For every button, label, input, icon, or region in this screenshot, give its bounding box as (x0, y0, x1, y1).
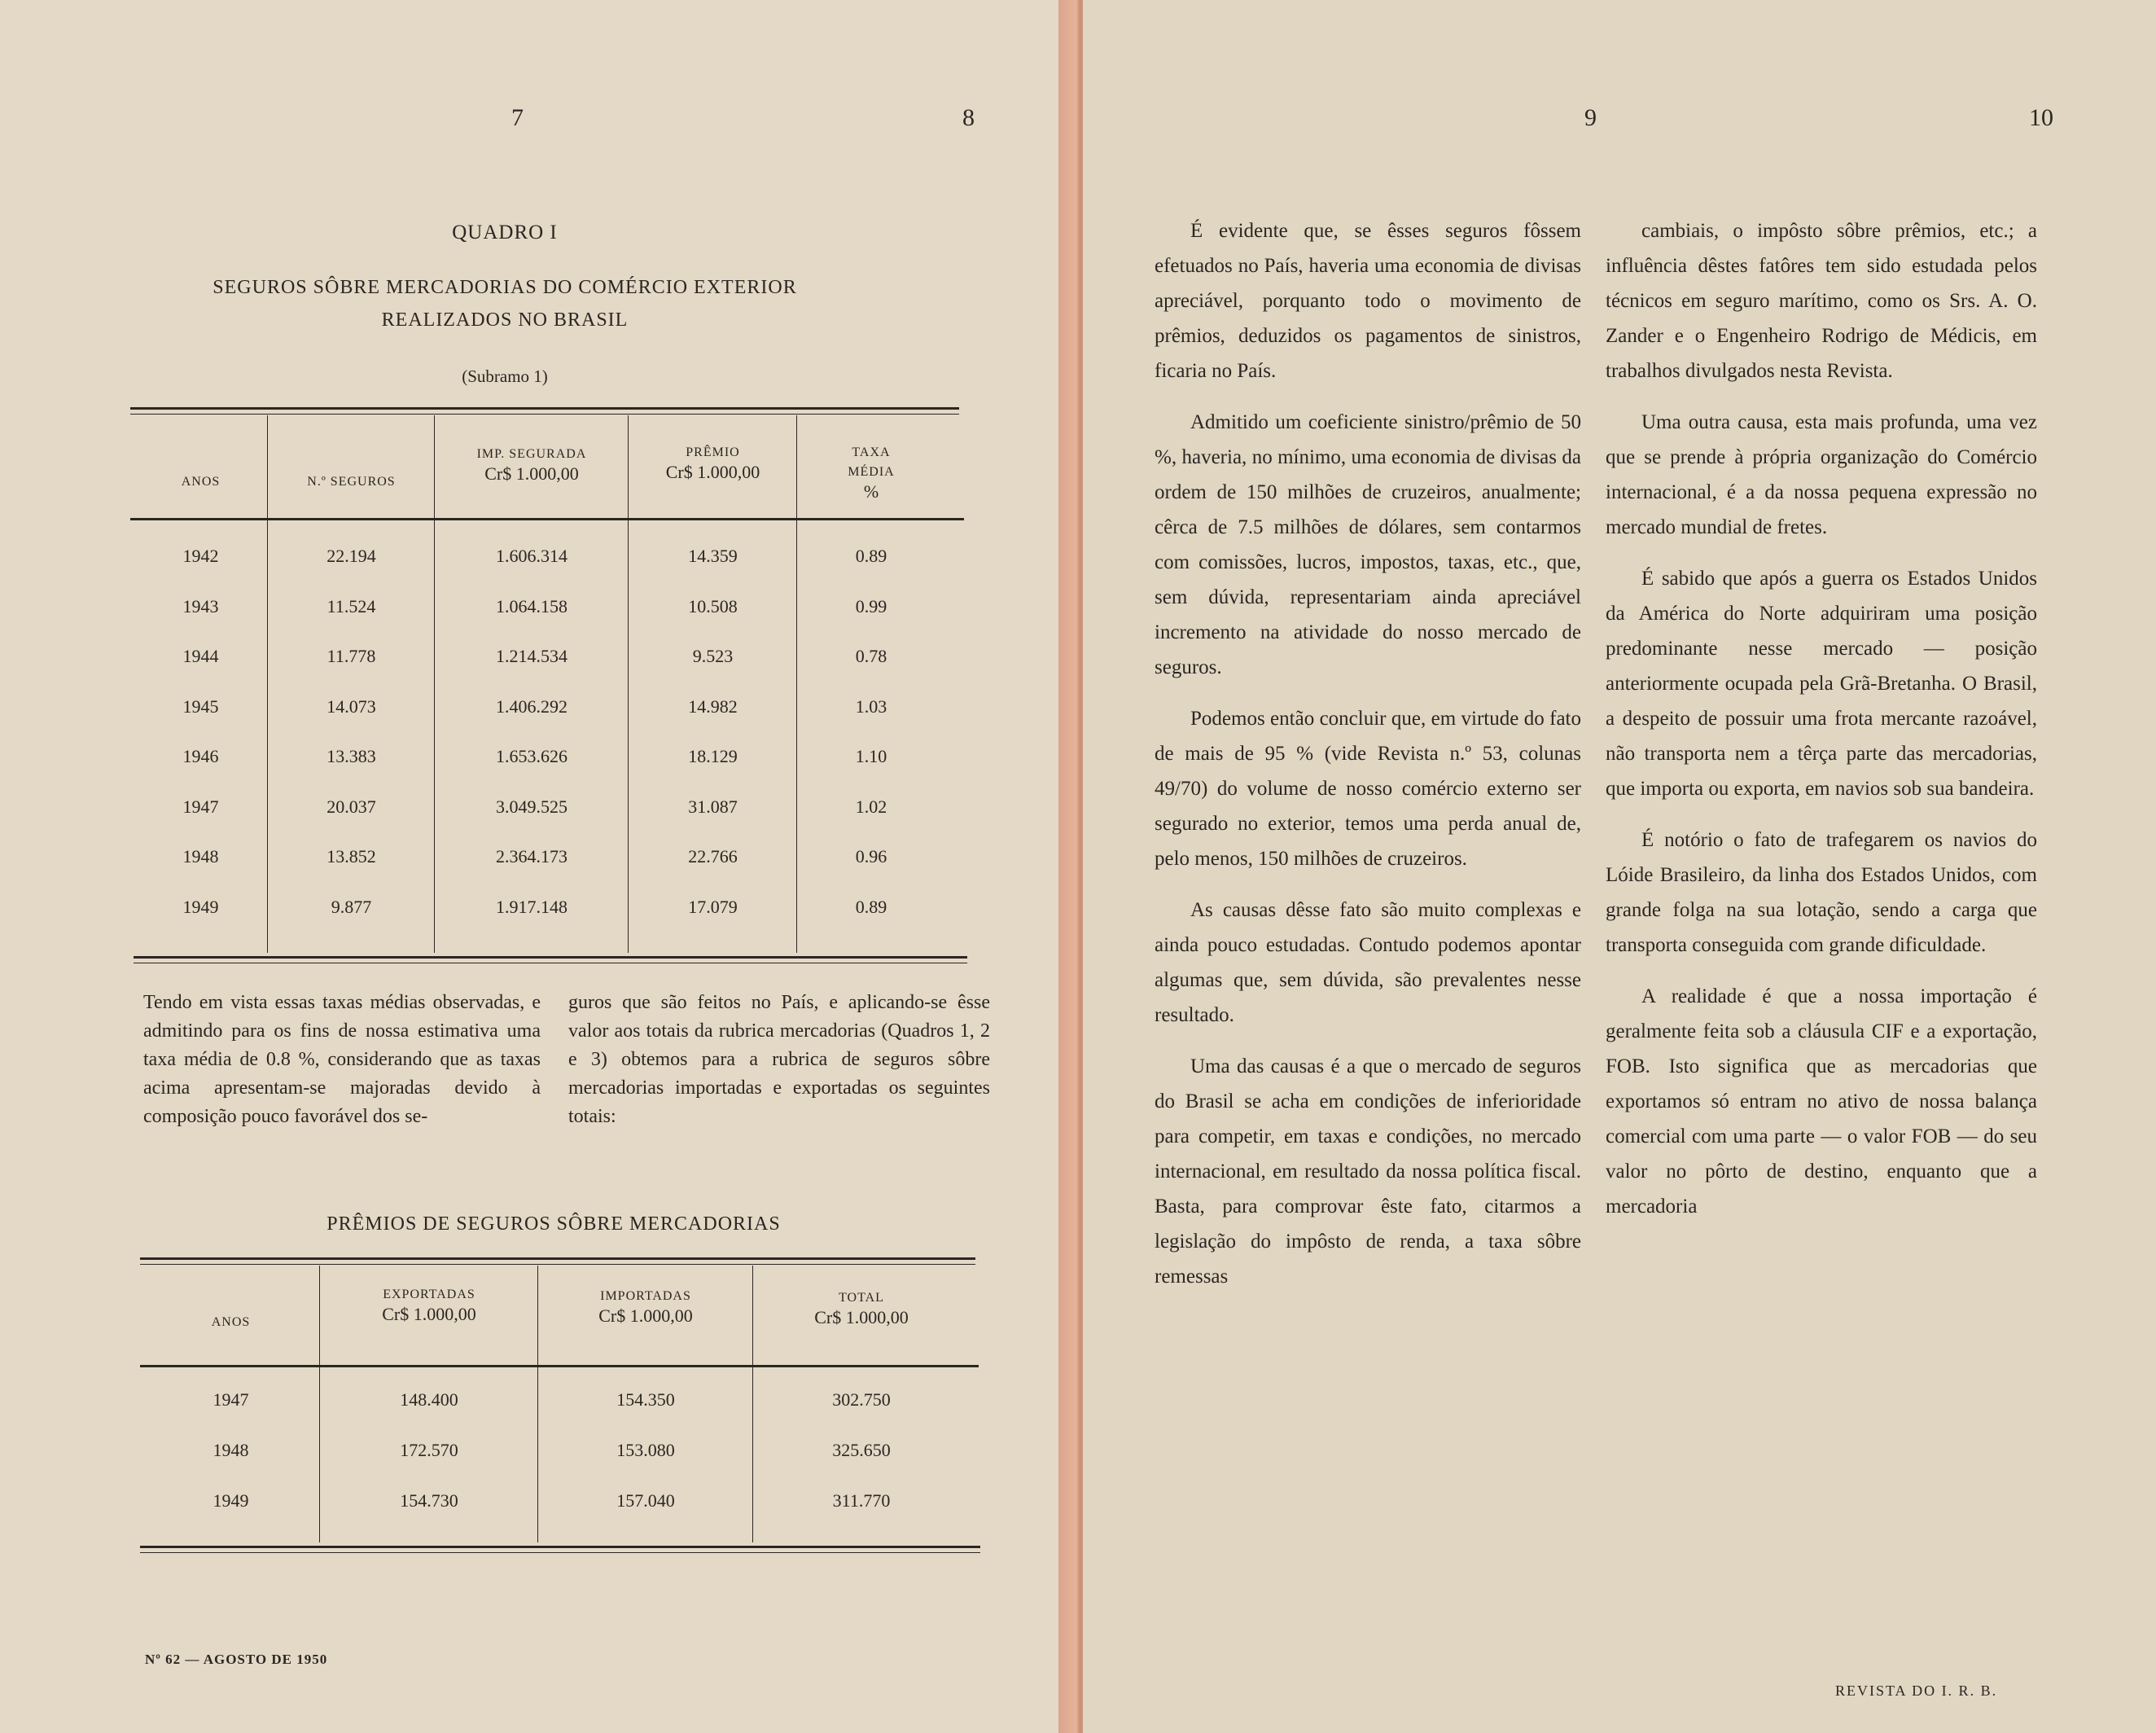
table1-header-taxa: TAXA MÉDIA % (848, 445, 895, 502)
table1-cell-imp: 1.653.626 (496, 746, 567, 766)
table1-cell-seguros: 11.778 (326, 646, 376, 666)
table1-cell-taxa: 0.89 (855, 896, 887, 917)
table2-cell-ano: 1949 (213, 1490, 249, 1511)
table1-header-imp: IMP. SEGURADA Cr$ 1.000,00 (476, 447, 587, 484)
table1-cell-taxa: 0.99 (855, 595, 887, 616)
table1-cell-ano: 1942 (182, 546, 219, 566)
table1-cell-taxa: 1.10 (855, 746, 887, 766)
table1-cell-seguros: 9.877 (331, 896, 372, 917)
table1-cell-premio: 14.982 (688, 695, 738, 717)
paragraph: Podemos então concluir que, em virtude do fato de mais de 95 % (vide Revista n.º 53, colunas 49/70) do volume de nosso comércio externo ser segurado no exterior, temos uma perda anual de, pelo menos, 150 milhões de cruzeiros. (1155, 708, 1581, 870)
table1-cell-ano: 1944 (182, 646, 219, 666)
table1-cell-seguros: 14.073 (326, 695, 376, 717)
table1-cell-imp: 1.917.148 (496, 896, 567, 917)
table1-cell-taxa: 1.02 (855, 796, 887, 817)
table2-cell-total: 302.750 (832, 1389, 891, 1410)
table2-cell-total: 325.650 (832, 1440, 891, 1460)
table2-cell-exp: 148.400 (400, 1389, 458, 1410)
table1-header-seguros: N.º SEGUROS (307, 475, 396, 489)
table1-cell-seguros: 11.524 (326, 595, 376, 616)
table1-cell-ano: 1948 (182, 846, 219, 866)
right-text-col1 (1155, 213, 1581, 1310)
table1-cell-ano: 1947 (182, 796, 219, 817)
right-page (1083, 0, 2156, 1733)
paragraph: A realidade é que a nossa importação é geralmente feita sob a cláusula CIF e a exportação, FOB. Isto significa que as mercadorias que exportamos só entram no ativo de nossa balança comercial com uma parte — o valor FOB — do seu valor no pôrto de destino, enquanto que a mercadoria (1606, 985, 2037, 1217)
paragraph: As causas dêsse fato são muito complexas e ainda pouco estudadas. Contudo podemos apontar algumas que, sem dúvida, são prevalentes nesse resultado. (1155, 899, 1581, 1026)
page-number-7: 7 (511, 104, 524, 131)
table1-subtitle-line1: SEGUROS SÔBRE MERCADORIAS DO COMÉRCIO EXTERIOR (213, 277, 797, 298)
table1-cell-ano: 1945 (182, 695, 219, 717)
left-page (0, 0, 1073, 1733)
table1-cell-seguros: 13.383 (326, 746, 376, 766)
table1-cell-imp: 3.049.525 (496, 796, 567, 817)
paragraph: cambiais, o impôsto sôbre prêmios, etc.; a influência dêstes fatôres tem sido estudada pelos técnicos em seguro marítimo, como os Srs. A. O. Zander e o Engenheiro Rodrigo de Médicis, em trabalhos divulgados nesta Revista. (1606, 220, 2037, 382)
table1-cell-taxa: 0.96 (855, 846, 887, 866)
table2-cell-imp: 157.040 (616, 1490, 675, 1511)
table1-cell-premio: 18.129 (688, 746, 738, 766)
table2-header-anos: ANOS (211, 1315, 251, 1329)
table1-cell-seguros: 20.037 (326, 796, 376, 817)
table2-header-total: TOTAL Cr$ 1.000,00 (814, 1291, 909, 1327)
table1-cell-imp: 1.406.292 (496, 695, 567, 717)
table1-cell-ano: 1946 (182, 746, 219, 766)
table2-title: PRÊMIOS DE SEGUROS SÔBRE MERCADORIAS (326, 1213, 781, 1235)
table1-cell-premio: 22.766 (688, 846, 738, 866)
left-footer: Nº 62 — AGOSTO DE 1950 (145, 1652, 328, 1667)
right-text-col2 (1606, 213, 2037, 1240)
table2-cell-exp: 154.730 (400, 1490, 458, 1511)
paragraph: Uma outra causa, esta mais profunda, uma vez que se prende à própria organização do Comércio internacional, é a da nossa pequena expressão no mercado mundial de fretes. (1606, 411, 2037, 538)
page-number-8: 8 (962, 104, 975, 131)
paragraph: É notório o fato de trafegarem os navios do Lóide Brasileiro, da linha dos Estados Unidos, com grande folga na sua lotação, sendo a carga que transporta conseguida com grande dificuldade. (1606, 829, 2037, 956)
table1-cell-taxa: 1.03 (855, 695, 887, 717)
table2-cell-imp: 153.080 (616, 1440, 675, 1460)
table1-cell-taxa: 0.78 (855, 646, 887, 666)
paragraph: É sabido que após a guerra os Estados Unidos da América do Norte adquiriram uma posição predominante nesse mercado — posição anteriormente ocupada pela Grã-Bretanha. O Brasil, a despeito de possuir uma frota mercante razoável, não transporta nem a têrça parte das mercadorias, que importa ou exporta, em navios sob sua bandeira. (1606, 568, 2037, 800)
table2-cell-total: 311.770 (832, 1490, 891, 1511)
table2-cell-imp: 154.350 (616, 1389, 675, 1410)
table1-cell-imp: 1.214.534 (496, 646, 567, 666)
table1-header-anos: ANOS (181, 475, 221, 489)
table1-cell-ano: 1949 (182, 896, 219, 917)
table2-header-importadas: IMPORTADAS Cr$ 1.000,00 (598, 1289, 693, 1326)
left-text-col1: Tendo em vista essas taxas médias observadas, e admitindo para os fins de nossa estimativa uma taxa média de 0.8 %, considerando que as taxas acima apresentam-se majoradas devido à composição pouco favorável dos se- (143, 992, 541, 1127)
table1-subramo: (Subramo 1) (462, 366, 548, 386)
table1-cell-premio: 9.523 (692, 646, 734, 666)
left-text-col2: guros que são feitos no País, e aplicando-se êsse valor aos totais da rubrica mercadorias (Quadros 1, 2 e 3) obtemos para a rubrica de seguros sôbre mercadorias importadas e exportadas os seguintes totais: (568, 992, 990, 1127)
table1-cell-imp: 2.364.173 (496, 846, 567, 866)
table1-cell-premio: 17.079 (688, 896, 738, 917)
table2-cell-ano: 1947 (213, 1389, 249, 1410)
table1-subtitle-line2: REALIZADOS NO BRASIL (381, 309, 629, 331)
table1-cell-premio: 10.508 (688, 595, 738, 616)
paragraph: Uma das causas é a que o mercado de seguros do Brasil se acha em condições de inferioridade para competir, em taxas e condições, no mercado internacional, em resultado da nossa política fiscal. Basta, para comprovar êste fato, citarmos a legislação do impôsto de renda, a taxa sôbre remessas (1155, 1055, 1581, 1288)
paragraph: É evidente que, se êsses seguros fôssem efetuados no País, haveria uma economia de divisas apreciável, porquanto todo o movimento de prêmios, deduzidos os pagamentos de sinistros, ficaria no País. (1155, 220, 1581, 382)
table1-cell-taxa: 0.89 (855, 546, 887, 566)
table1-cell-premio: 31.087 (688, 796, 738, 817)
table2-cell-ano: 1948 (213, 1440, 249, 1460)
page-number-10: 10 (2029, 104, 2053, 131)
table1-cell-imp: 1.064.158 (496, 595, 567, 616)
table1-cell-ano: 1943 (182, 595, 219, 616)
page-number-9: 9 (1584, 104, 1597, 131)
paragraph: Admitido um coeficiente sinistro/prêmio de 50 %, haveria, no mínimo, uma economia de divisas da ordem de 150 milhões de cruzeiros, anualmente; cêrca de 7.5 milhões de dólares, sem contarmos com comissões, lucros, impostos, taxas, etc., que, sem dúvida, representariam ainda apreciável incremento na atividade do nosso mercado de seguros. (1155, 411, 1581, 678)
table1-cell-seguros: 22.194 (326, 546, 376, 566)
right-footer: REVISTA DO I. R. B. (1835, 1683, 1998, 1699)
table1-cell-imp: 1.606.314 (496, 546, 567, 566)
table1-header-premio: PRÊMIO Cr$ 1.000,00 (665, 445, 760, 482)
table1-title: QUADRO I (452, 222, 558, 243)
table2-header-exportadas: EXPORTADAS Cr$ 1.000,00 (382, 1288, 476, 1324)
table1-cell-premio: 14.359 (688, 546, 738, 566)
table1-cell-seguros: 13.852 (326, 846, 376, 866)
table2-cell-exp: 172.570 (400, 1440, 458, 1460)
